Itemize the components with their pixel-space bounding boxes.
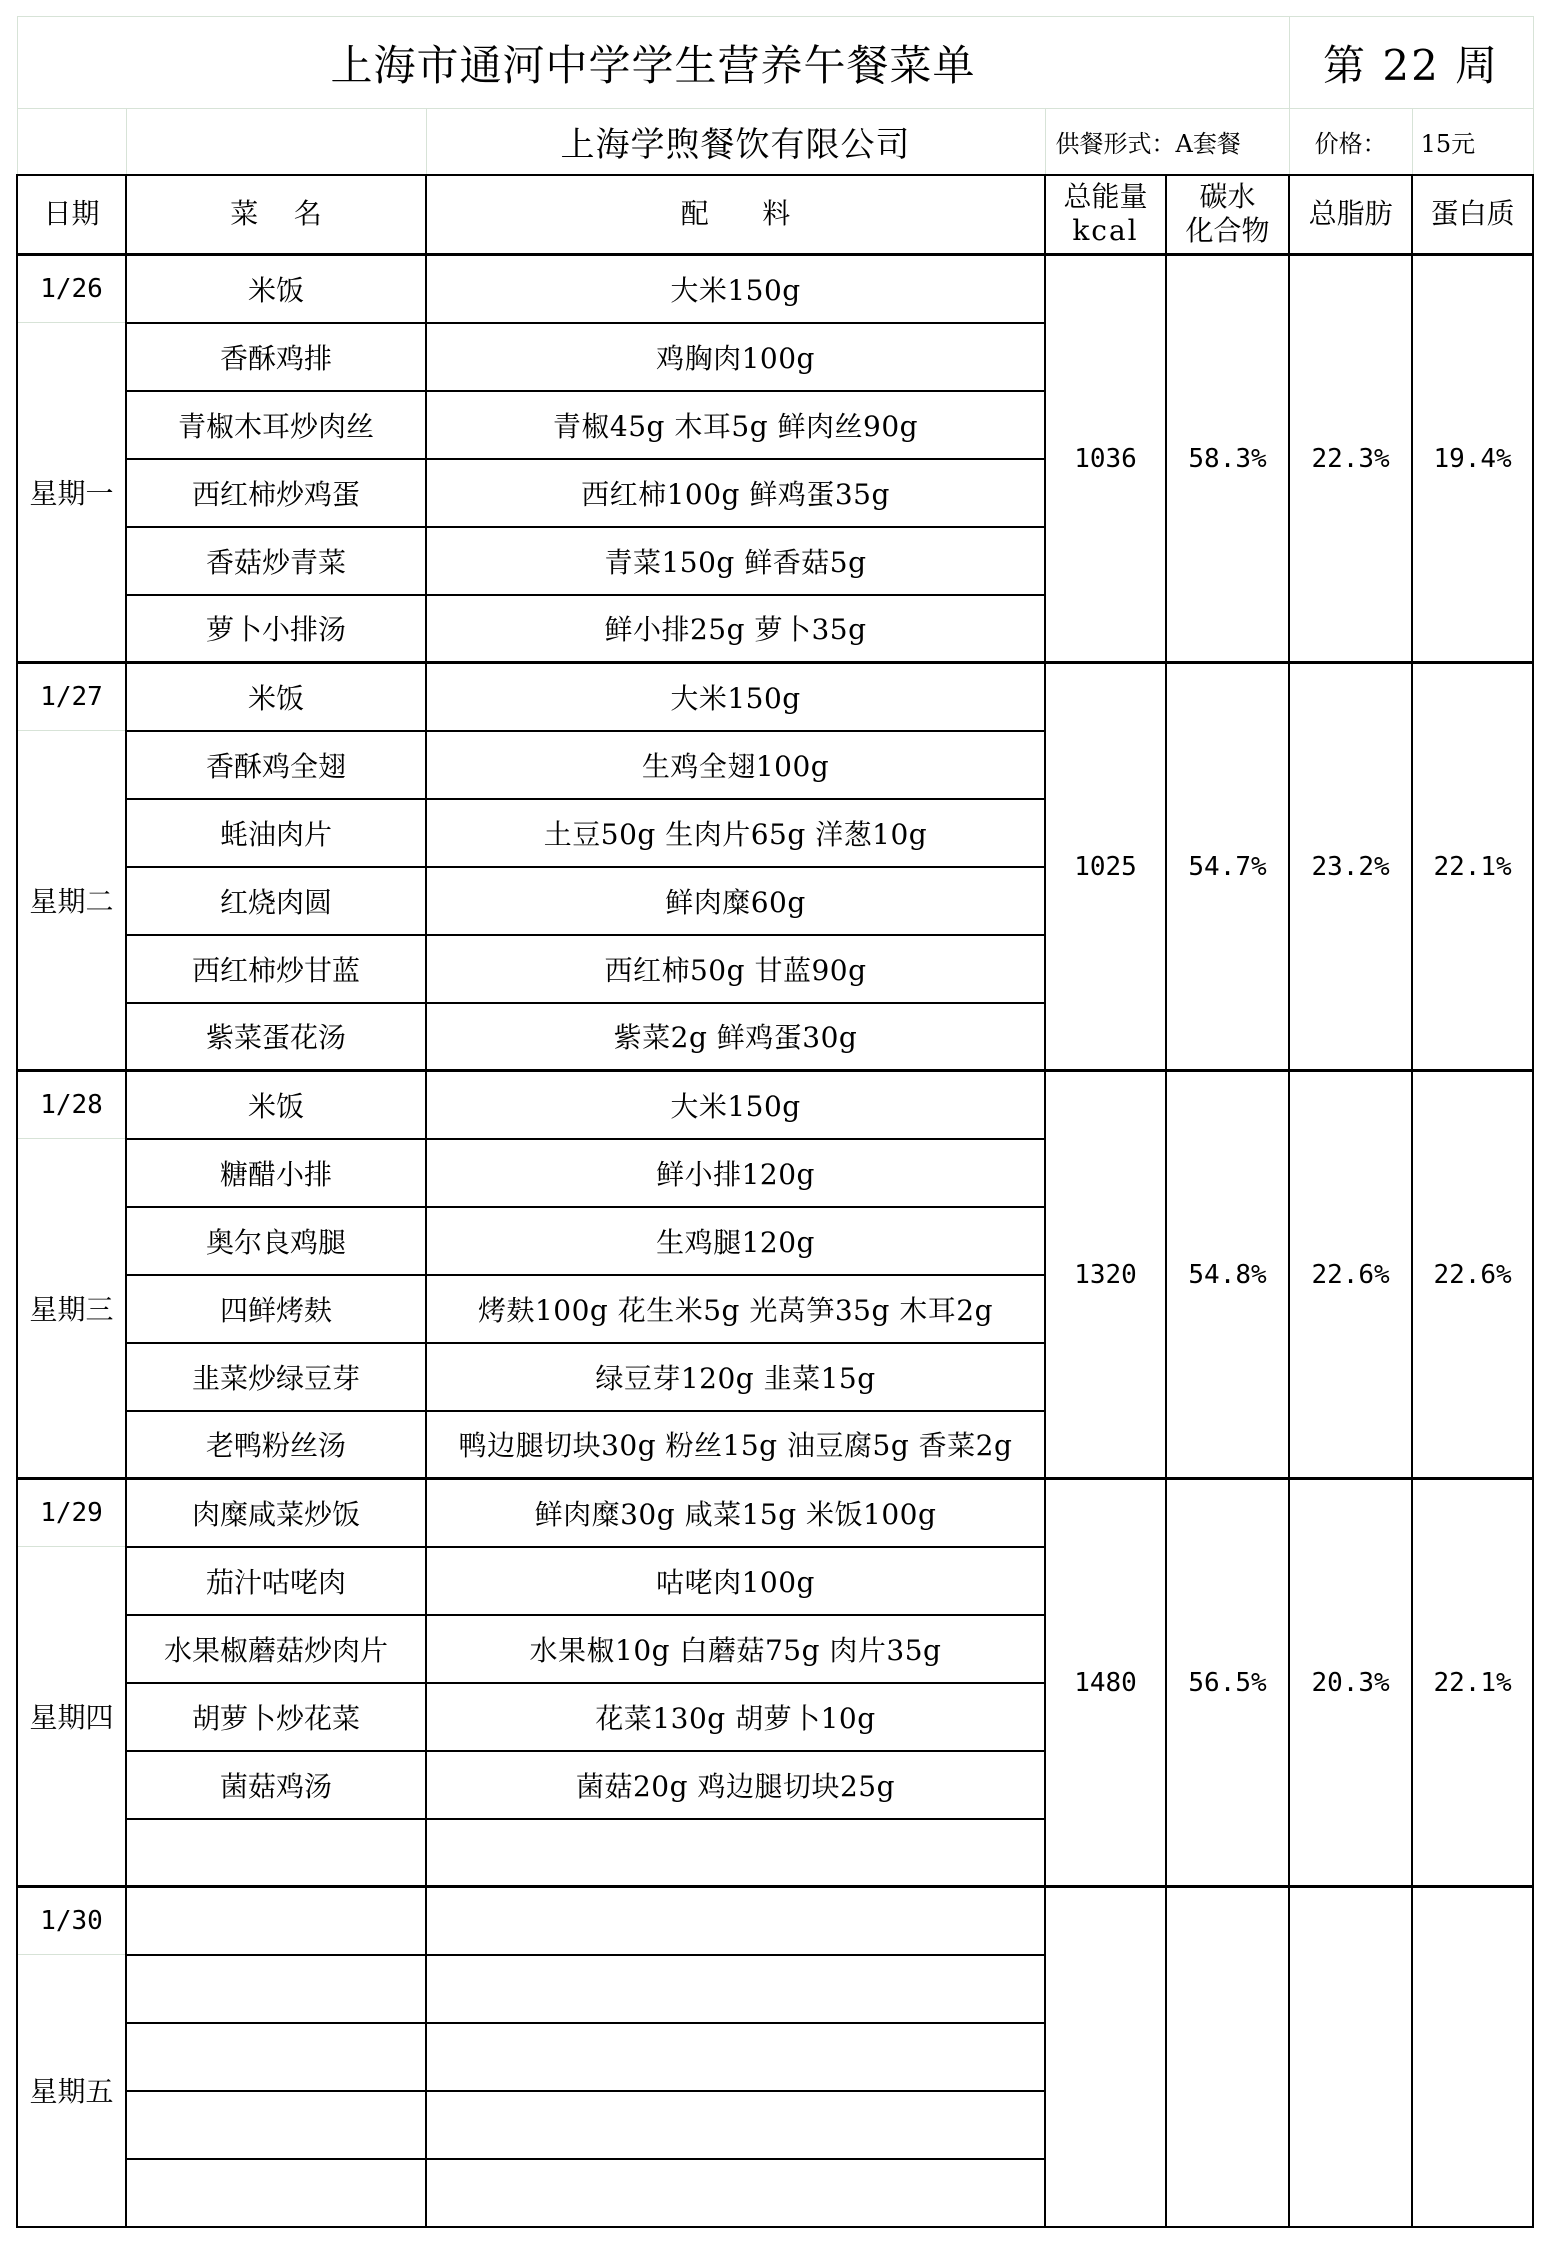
dish-ingredients: [426, 1887, 1045, 1955]
dish-ingredients: [426, 2023, 1045, 2091]
price-value: 15元: [1412, 109, 1533, 175]
price-label: 价格：: [1289, 109, 1412, 175]
dish-ingredients: [426, 2091, 1045, 2159]
table-row: [17, 1071, 1533, 1139]
title-row: [17, 17, 1533, 109]
table-row: [17, 255, 1533, 323]
col-header-fat: 总脂肪: [1289, 175, 1412, 255]
dish-name: 水果椒蘑菇炒肉片: [126, 1615, 426, 1683]
col-header-protein: 蛋白质: [1412, 175, 1533, 255]
dish-ingredients: 大米150g: [426, 255, 1045, 323]
col-header-ingredients: [426, 175, 1045, 255]
dish-ingredients: 西红柿50g 甘蓝90g: [426, 935, 1045, 1003]
dish-name: [126, 1955, 426, 2023]
protein-cell: 19.4%: [1412, 255, 1533, 663]
dish-name: 西红柿炒甘蓝: [126, 935, 426, 1003]
dish-ingredients: [426, 1955, 1045, 2023]
dish-name: 韭菜炒绿豆芽: [126, 1343, 426, 1411]
dish-ingredients: 鲜小排25g 萝卜35g: [426, 595, 1045, 663]
dish-ingredients: 生鸡腿120g: [426, 1207, 1045, 1275]
dish-name: 蚝油肉片: [126, 799, 426, 867]
col-header-carb-line1: 碳水: [1199, 180, 1256, 214]
dish-name: 红烧肉圆: [126, 867, 426, 935]
col-header-energy-line2: kcal: [1072, 214, 1139, 248]
weekday-cell: 星期二: [17, 731, 126, 1071]
dish-name: [126, 2159, 426, 2227]
table-row: [17, 663, 1533, 731]
col-header-energy-line1: 总能量: [1063, 180, 1148, 214]
col-header-carb: [1166, 175, 1289, 255]
dish-name: [126, 1887, 426, 1955]
dish-name: 四鲜烤麸: [126, 1275, 426, 1343]
dish-ingredients: 大米150g: [426, 1071, 1045, 1139]
dish-ingredients: [426, 2159, 1045, 2227]
dish-ingredients: 鲜肉糜60g: [426, 867, 1045, 935]
dish-name: 老鸭粉丝汤: [126, 1411, 426, 1479]
dish-ingredients: 鸭边腿切块30g 粉丝15g 油豆腐5g 香菜2g: [426, 1411, 1045, 1479]
dish-name: 米饭: [126, 1071, 426, 1139]
dish-ingredients: 鲜小排120g: [426, 1139, 1045, 1207]
dish-name: 香酥鸡排: [126, 323, 426, 391]
fat-cell: 22.6%: [1289, 1071, 1412, 1479]
date-cell: 1/28: [17, 1071, 126, 1139]
col-header-dish-label: 菜 名: [230, 197, 322, 231]
carb-cell: 54.8%: [1166, 1071, 1289, 1479]
dish-name: [126, 2023, 426, 2091]
date-cell: 1/27: [17, 663, 126, 731]
dish-ingredients: 花菜130g 胡萝卜10g: [426, 1683, 1045, 1751]
dish-name: 西红柿炒鸡蛋: [126, 459, 426, 527]
dish-ingredients: 青椒45g 木耳5g 鲜肉丝90g: [426, 391, 1045, 459]
page-title: 上海市通河中学学生营养午餐菜单: [17, 17, 1289, 109]
table-row: [17, 1887, 1533, 1955]
carb-cell: [1166, 1887, 1289, 2227]
empty-cell: [17, 109, 126, 175]
column-header-row: [17, 175, 1533, 255]
energy-cell: 1036: [1045, 255, 1166, 663]
carb-cell: 54.7%: [1166, 663, 1289, 1071]
empty-cell: [126, 109, 426, 175]
col-header-carb-line2: 化合物: [1185, 214, 1270, 248]
dish-name: 香酥鸡全翅: [126, 731, 426, 799]
carb-cell: 56.5%: [1166, 1479, 1289, 1887]
dish-name: 胡萝卜炒花菜: [126, 1683, 426, 1751]
dish-name: 肉糜咸菜炒饭: [126, 1479, 426, 1547]
dish-ingredients: 青菜150g 鲜香菇5g: [426, 527, 1045, 595]
col-header-ingredients-label: 配 料: [680, 197, 791, 231]
col-header-date: 日期: [17, 175, 126, 255]
date-cell: 1/30: [17, 1887, 126, 1955]
week-number: 第 22 周: [1289, 17, 1533, 109]
dish-name: 菌菇鸡汤: [126, 1751, 426, 1819]
protein-cell: 22.1%: [1412, 663, 1533, 1071]
dish-ingredients: 咕咾肉100g: [426, 1547, 1045, 1615]
dish-name: 紫菜蛋花汤: [126, 1003, 426, 1071]
protein-cell: 22.1%: [1412, 1479, 1533, 1887]
dish-ingredients: [426, 1819, 1045, 1887]
dish-ingredients: 菌菇20g 鸡边腿切块25g: [426, 1751, 1045, 1819]
dish-name: [126, 2091, 426, 2159]
dish-name: 茄汁咕咾肉: [126, 1547, 426, 1615]
weekday-cell: 星期三: [17, 1139, 126, 1479]
dish-ingredients: 大米150g: [426, 663, 1045, 731]
table-row: [17, 1479, 1533, 1547]
protein-cell: 22.6%: [1412, 1071, 1533, 1479]
dish-name: 奥尔良鸡腿: [126, 1207, 426, 1275]
dish-ingredients: 西红柿100g 鲜鸡蛋35g: [426, 459, 1045, 527]
dish-name: 米饭: [126, 663, 426, 731]
dish-name: 糖醋小排: [126, 1139, 426, 1207]
fat-cell: [1289, 1887, 1412, 2227]
col-header-dish: [126, 175, 426, 255]
weekday-cell: 星期一: [17, 323, 126, 663]
dish-name: 青椒木耳炒肉丝: [126, 391, 426, 459]
dish-ingredients: 鲜肉糜30g 咸菜15g 米饭100g: [426, 1479, 1045, 1547]
lunch-menu-table: [16, 16, 1534, 2228]
fat-cell: 23.2%: [1289, 663, 1412, 1071]
date-cell: 1/29: [17, 1479, 126, 1547]
energy-cell: 1480: [1045, 1479, 1166, 1887]
service-type: 供餐形式：A套餐: [1045, 109, 1289, 175]
dish-name: 米饭: [126, 255, 426, 323]
dish-ingredients: 烤麸100g 花生米5g 光莴笋35g 木耳2g: [426, 1275, 1045, 1343]
dish-name: 萝卜小排汤: [126, 595, 426, 663]
dish-ingredients: 鸡胸肉100g: [426, 323, 1045, 391]
protein-cell: [1412, 1887, 1533, 2227]
weekday-cell: 星期四: [17, 1547, 126, 1887]
dish-name: [126, 1819, 426, 1887]
company-name: 上海学煦餐饮有限公司: [426, 109, 1045, 175]
energy-cell: 1320: [1045, 1071, 1166, 1479]
fat-cell: 20.3%: [1289, 1479, 1412, 1887]
col-header-energy: [1045, 175, 1166, 255]
weekday-cell: 星期五: [17, 1955, 126, 2227]
fat-cell: 22.3%: [1289, 255, 1412, 663]
dish-ingredients: 水果椒10g 白蘑菇75g 肉片35g: [426, 1615, 1045, 1683]
dish-ingredients: 绿豆芽120g 韭菜15g: [426, 1343, 1045, 1411]
energy-cell: 1025: [1045, 663, 1166, 1071]
energy-cell: [1045, 1887, 1166, 2227]
dish-name: 香菇炒青菜: [126, 527, 426, 595]
date-cell: 1/26: [17, 255, 126, 323]
carb-cell: 58.3%: [1166, 255, 1289, 663]
dish-ingredients: 生鸡全翅100g: [426, 731, 1045, 799]
company-row: [17, 109, 1533, 175]
dish-ingredients: 土豆50g 生肉片65g 洋葱10g: [426, 799, 1045, 867]
dish-ingredients: 紫菜2g 鲜鸡蛋30g: [426, 1003, 1045, 1071]
